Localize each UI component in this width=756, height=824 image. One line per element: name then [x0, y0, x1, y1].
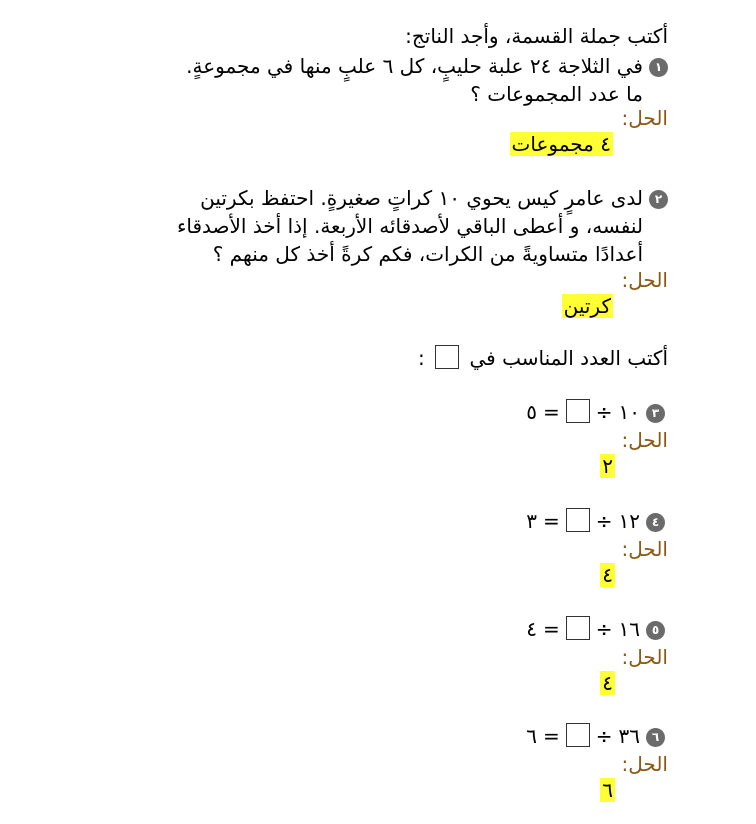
dividend: ٣٦	[618, 724, 640, 748]
section2-instruction	[418, 344, 668, 372]
problem-3-equation	[523, 398, 668, 426]
answer-highlight: ٤	[602, 563, 613, 587]
question-text: في الثلاجة ٢٤ علبة حليبٍ، كل ٦ علبٍ منها في مجموعةٍ.	[186, 54, 643, 78]
dividend: ١٦	[618, 617, 640, 641]
solution-label: الحل:	[621, 268, 668, 292]
quotient: ٣	[526, 509, 537, 533]
quotient: ٦	[526, 724, 537, 748]
solution-label: الحل:	[621, 106, 668, 130]
dividend: ١٢	[618, 509, 640, 533]
answer-box[interactable]	[566, 508, 590, 532]
dividend: ١٠	[618, 400, 640, 424]
answer-highlight: ٦	[602, 778, 613, 802]
question-2-line-3: أعدادًا متساويةً من الكرات، فكم كرةً أخذ كل منهم ؟	[212, 242, 643, 266]
answer-highlight: كرتين	[563, 294, 611, 318]
instruction-colon: :	[418, 346, 425, 370]
answer-1	[510, 130, 613, 158]
answer-highlight: ٤	[602, 671, 613, 695]
solution-label: الحل:	[621, 645, 668, 669]
problem-5-equation	[523, 615, 668, 643]
division-sign: ÷	[595, 617, 613, 641]
question-number-badge: ٣	[646, 404, 665, 423]
problem-6-equation	[523, 722, 668, 750]
division-sign: ÷	[595, 400, 613, 424]
answer-6	[600, 776, 615, 804]
question-number-badge: ١	[649, 58, 668, 77]
answer-4	[600, 561, 615, 589]
equals-sign: =	[542, 617, 560, 641]
solution-label: الحل:	[621, 752, 668, 776]
question-2-line-2: لنفسه، و أعطى الباقي لأصدقائه الأربعة. إذا أخذ الأصدقاء	[176, 214, 643, 238]
question-1-line-1	[186, 52, 668, 80]
equals-sign: =	[542, 400, 560, 424]
problem-4-equation	[523, 507, 668, 535]
division-sign: ÷	[595, 509, 613, 533]
question-2-line-1	[200, 184, 668, 212]
blank-box	[435, 345, 459, 369]
answer-box[interactable]	[566, 616, 590, 640]
answer-2	[562, 292, 613, 320]
question-number-badge: ٢	[649, 190, 668, 209]
section1-instruction: أكتب جملة القسمة، وأجد الناتج:	[405, 24, 668, 48]
answer-highlight: ٤ مجموعات	[511, 132, 611, 156]
answer-box[interactable]	[566, 399, 590, 423]
solution-label: الحل:	[621, 537, 668, 561]
question-number-badge: ٦	[646, 728, 665, 747]
instruction-text: أكتب العدد المناسب في	[469, 346, 668, 370]
question-text: لدى عامرٍ كيس يحوي ١٠ كراتٍ صغيرةٍ. احتفظ بكرتين	[200, 186, 643, 210]
answer-3	[600, 452, 615, 480]
question-number-badge: ٤	[646, 513, 665, 532]
answer-highlight: ٢	[602, 454, 613, 478]
equals-sign: =	[542, 509, 560, 533]
quotient: ٥	[526, 400, 537, 424]
answer-box[interactable]	[566, 723, 590, 747]
solution-label: الحل:	[621, 428, 668, 452]
equals-sign: =	[542, 724, 560, 748]
question-number-badge: ٥	[646, 621, 665, 640]
answer-5	[600, 669, 615, 697]
question-1-line-2: ما عدد المجموعات ؟	[470, 82, 643, 106]
quotient: ٤	[526, 617, 537, 641]
division-sign: ÷	[595, 724, 613, 748]
